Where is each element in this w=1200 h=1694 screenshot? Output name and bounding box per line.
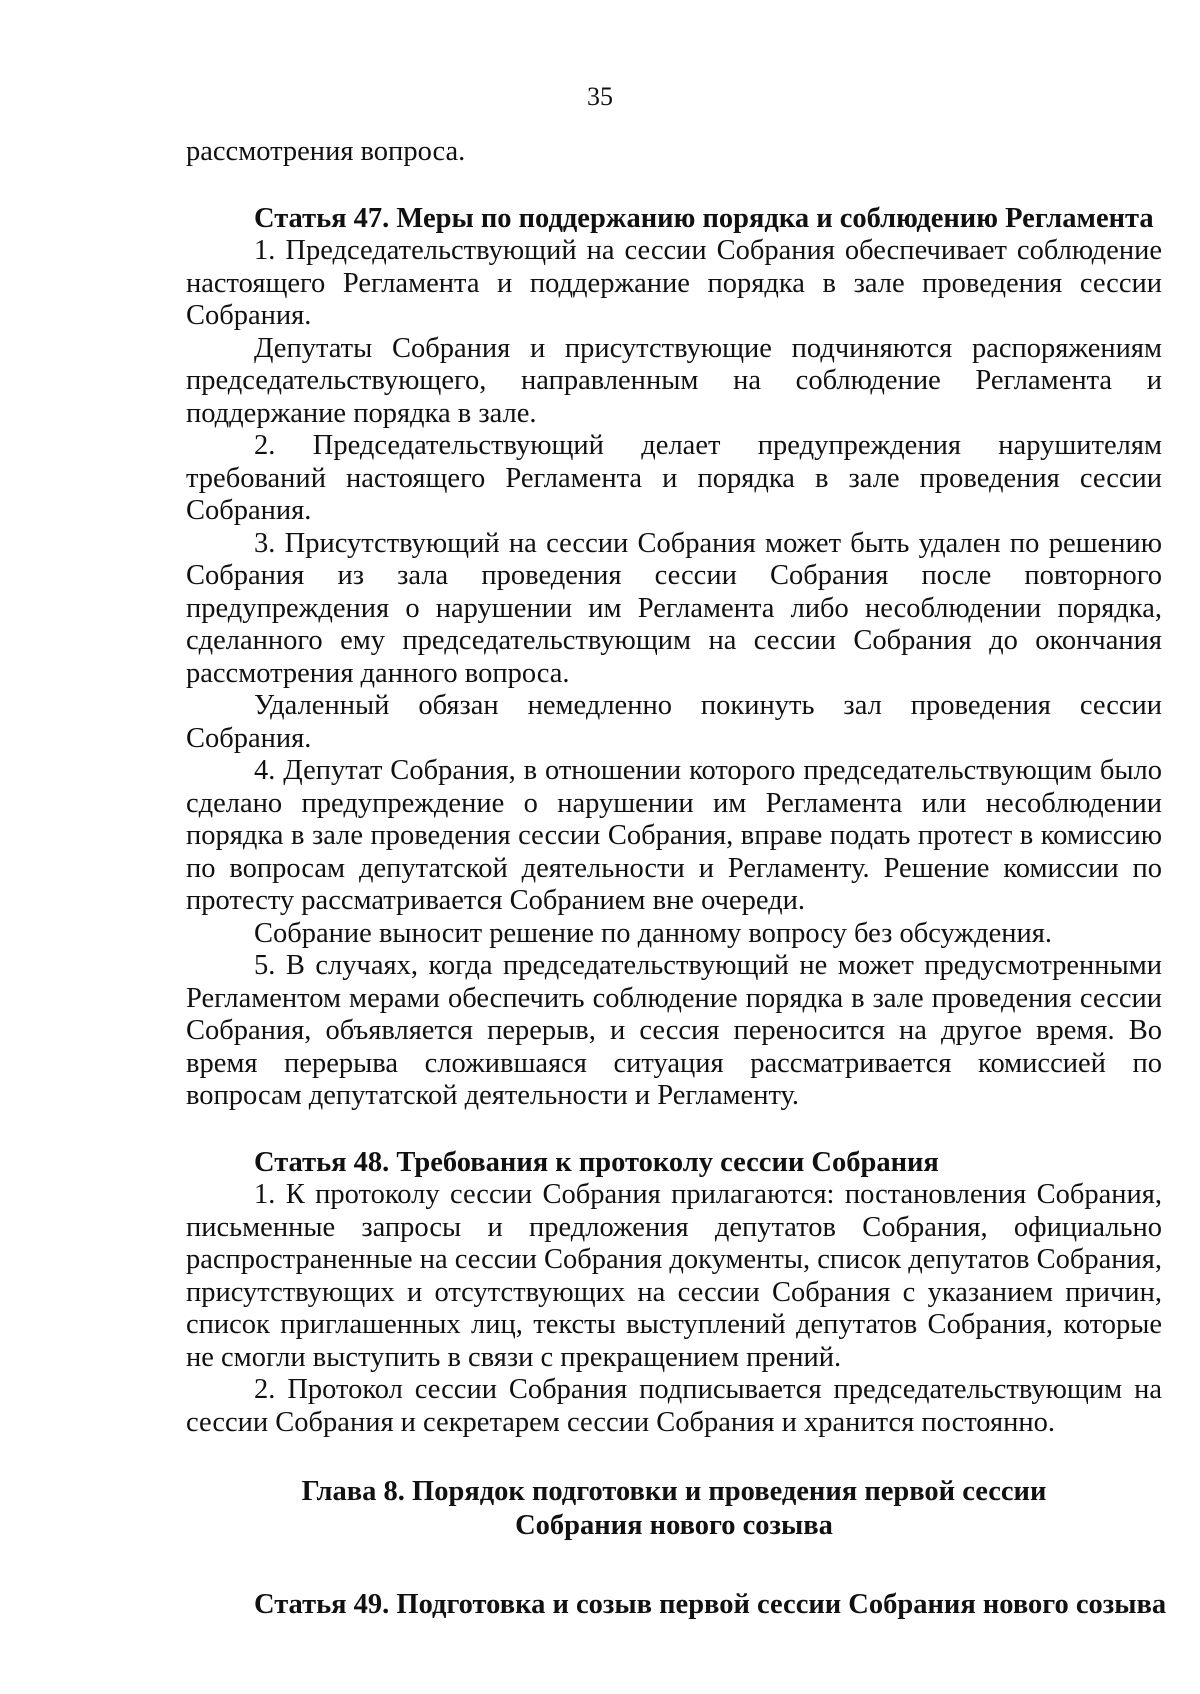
- chapter-8-title: [186, 1475, 1162, 1543]
- document-body: [186, 136, 1167, 1622]
- article-47-paragraph: Депутаты Собрания и присутствующие подчиняются распоряжениям председательствующего, направленным на соблюдение Регламента и поддержание порядка в зале.: [186, 332, 1162, 429]
- article-47-paragraph: 4. Депутат Собрания, в отношении которого председательствующим было сделано предупреждение о нарушении им Регламента или несоблюдении порядка в зале проведения сессии Собрания, вправе подать протест в комиссию по вопросам депутатской деятельности и Регламенту. Решение комиссии по протесту рассматривается Собранием вне очереди.: [186, 755, 1162, 916]
- article-48-paragraph: 2. Протокол сессии Собрания подписывается председательствующим на сессии Собрания и секретарем сессии Собрания и хранится постоянно.: [186, 1374, 1162, 1438]
- article-47-paragraph: Удаленный обязан немедленно покинуть зал проведения сессии Собрания.: [186, 690, 1162, 754]
- article-47-paragraph: 1. Председательствующий на сессии Собрания обеспечивает соблюдение настоящего Регламента и поддержание порядка в зале проведения сессии Собрания.: [186, 235, 1162, 331]
- article-47-title: Статья 47. Меры по поддержанию порядка и соблюдению Регламента: [254, 202, 1154, 234]
- article-49-title: Статья 49. Подготовка и созыв первой сессии Собрания нового созыва: [254, 1589, 1167, 1620]
- article-47-paragraph: 3. Присутствующий на сессии Собрания может быть удален по решению Собрания из зала проведения сессии Собрания после повторного предупреждения о нарушении им Регламента либо несоблюдении порядка, сделанного ему председательствующим на сессии Собрания до окончания рассмотрения данного вопроса.: [186, 527, 1162, 689]
- chapter-8-title-line-1: Глава 8. Порядок подготовки и проведения первой сессии: [301, 1476, 1047, 1507]
- article-47-paragraph: 5. В случаях, когда председательствующий не может предусмотренными Регламентом мерами обеспечить соблюдение порядка в зале проведения сессии Собрания, объявляется перерыв, и сессия переносится на другое время. Во время перерыва сложившаяся ситуация рассматривается комиссией по вопросам депутатской деятельности и Регламенту.: [186, 950, 1162, 1111]
- lead-in-text: рассмотрения вопроса.: [186, 136, 466, 167]
- article-48-title: Статья 48. Требования к протоколу сессии Собрания: [254, 1146, 939, 1178]
- article-47-paragraph: 2. Председательствующий делает предупреждения нарушителям требований настоящего Регламента и порядка в зале проведения сессии Собрания.: [186, 430, 1162, 526]
- page-number: 35: [587, 82, 613, 111]
- chapter-8-title-line-2: Собрания нового созыва: [515, 1510, 833, 1541]
- article-47-paragraph: Собрание выносит решение по данному вопросу без обсуждения.: [254, 917, 1053, 949]
- article-48-paragraph: 1. К протоколу сессии Собрания прилагаются: постановления Собрания, письменные запросы и предложения депутатов Собрания, официально распространенные на сессии Собрания документы, список депутатов Собрания, присутствующих и отсутствующих на сессии Собрания с указанием причин, список приглашенных лиц, тексты выступлений депутатов Собрания, которые не смогли выступить в связи с прекращением прений.: [186, 1179, 1162, 1373]
